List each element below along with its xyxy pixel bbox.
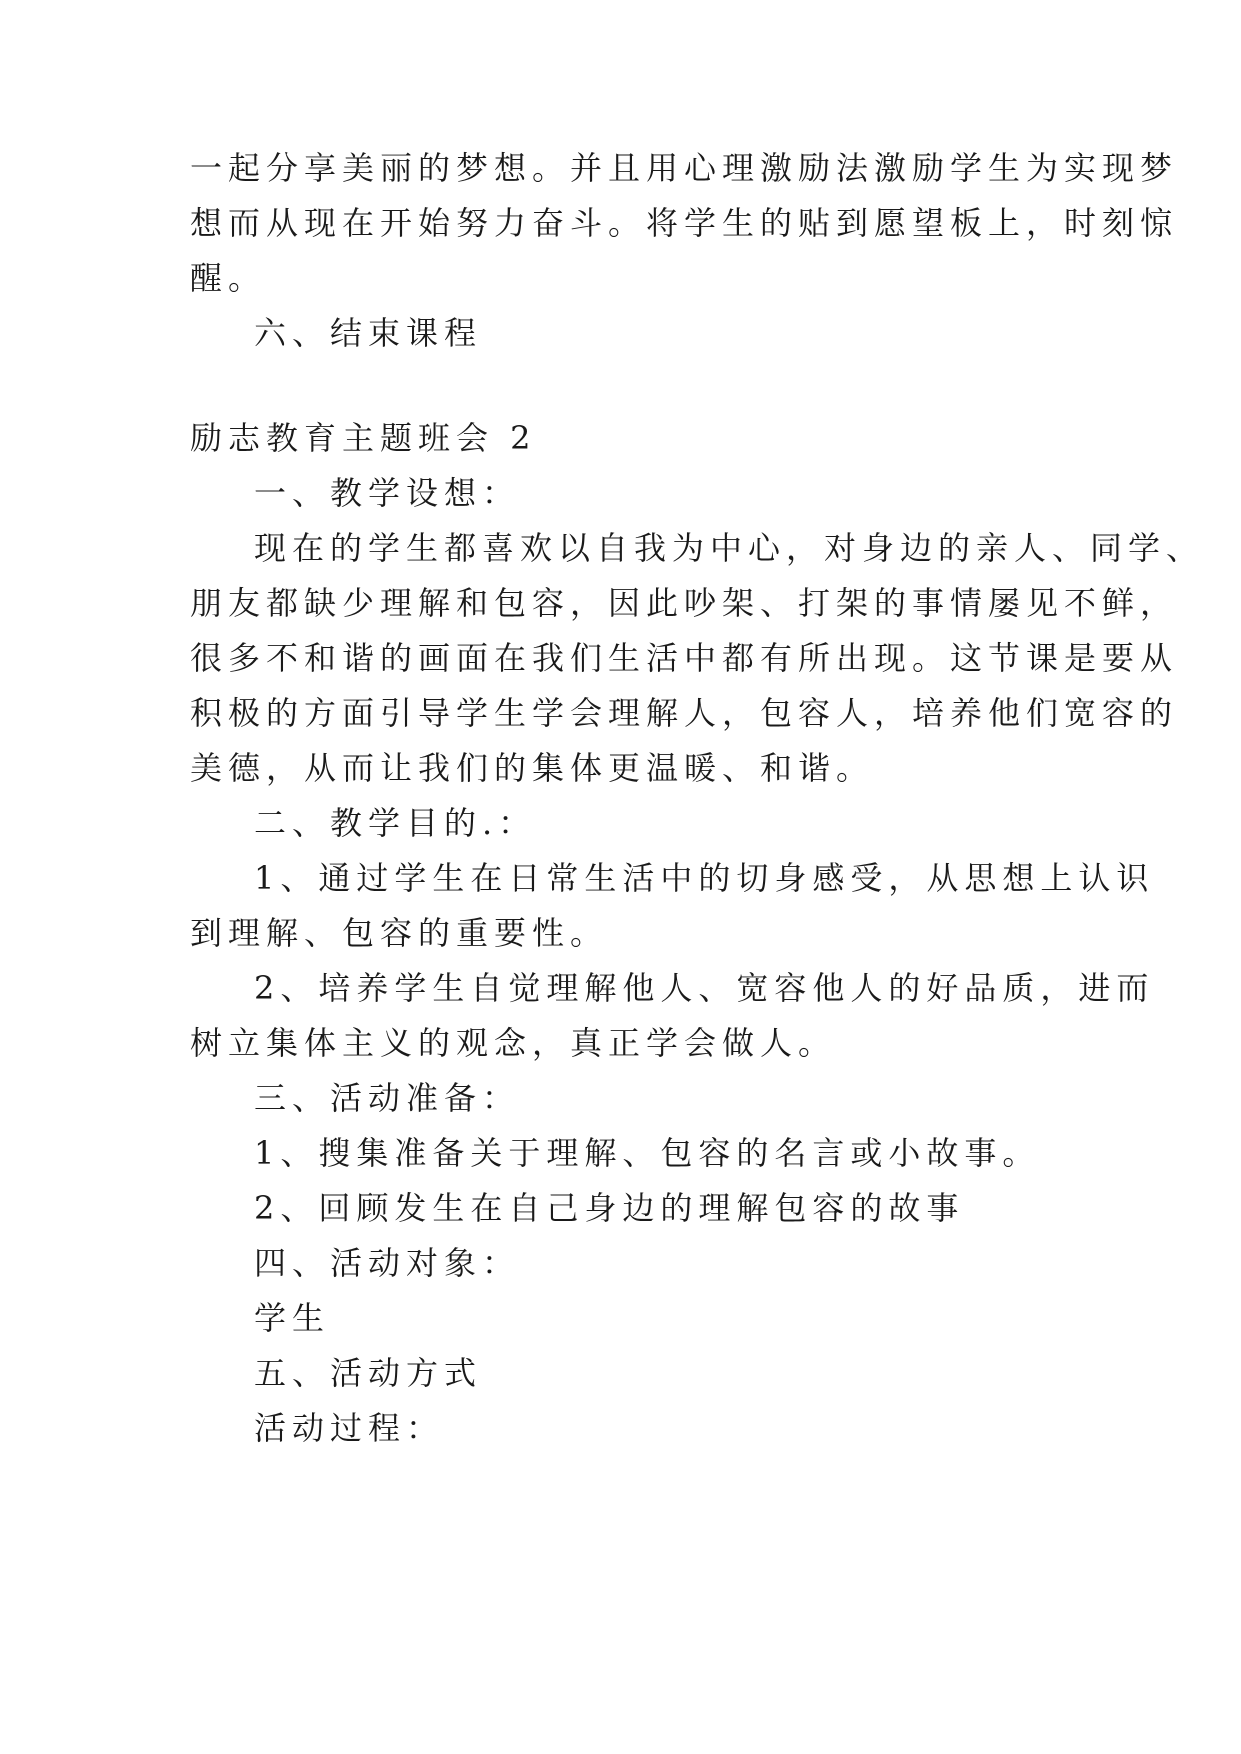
section-heading: 四、活动对象： <box>254 1244 521 1282</box>
section-heading: 六、结束课程 <box>254 314 483 352</box>
text-line: 学生 <box>254 1299 331 1337</box>
document-title: 励志教育主题班会 2 <box>190 419 537 457</box>
section-heading: 二、教学目的.： <box>254 804 537 842</box>
list-item: 1、通过学生在日常生活中的切身感受，从思想上认识 <box>254 859 1155 897</box>
text-line: 积极的方面引导学生学会理解人，包容人，培养他们宽容的 <box>190 694 1179 732</box>
section-heading: 五、活动方式 <box>254 1354 483 1392</box>
section-heading: 活动过程： <box>254 1409 445 1447</box>
text-line: 美德，从而让我们的集体更温暖、和谐。 <box>190 749 875 787</box>
text-line: 树立集体主义的观念，真正学会做人。 <box>190 1024 837 1062</box>
text-line: 很多不和谐的画面在我们生活中都有所出现。这节课是要从 <box>190 639 1179 677</box>
text-line: 到理解、包容的重要性。 <box>190 914 609 952</box>
list-item: 2、回顾发生在自己身边的理解包容的故事 <box>254 1189 965 1227</box>
document-page <box>190 0 1205 1754</box>
text-line: 朋友都缺少理解和包容，因此吵架、打架的事情屡见不鲜， <box>190 584 1179 622</box>
text-line: 想而从现在开始努力奋斗。将学生的贴到愿望板上，时刻惊 <box>190 204 1179 242</box>
section-heading: 一、教学设想： <box>254 474 521 512</box>
section-heading: 三、活动准备： <box>254 1079 521 1117</box>
list-item: 2、培养学生自觉理解他人、宽容他人的好品质，进而 <box>254 969 1155 1007</box>
text-line: 醒。 <box>190 259 267 297</box>
text-line: 一起分享美丽的梦想。并且用心理激励法激励学生为实现梦 <box>190 149 1179 187</box>
text-line: 现在的学生都喜欢以自我为中心，对身边的亲人、同学、 <box>254 529 1205 567</box>
list-item: 1、搜集准备关于理解、包容的名言或小故事。 <box>254 1134 1041 1172</box>
